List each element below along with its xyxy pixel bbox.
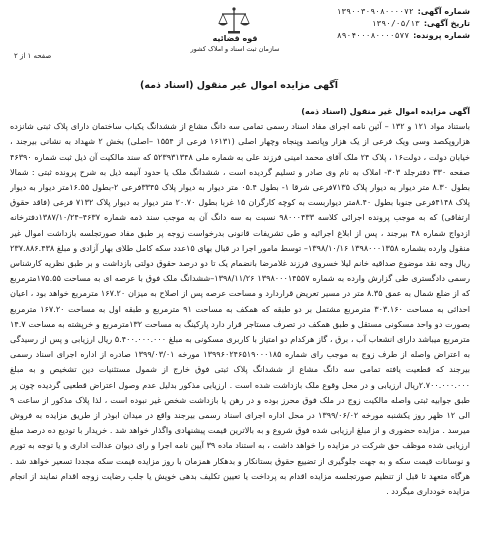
organization-name: قوه قضائیه [212, 34, 258, 43]
notice-date-row [260, 18, 470, 30]
organization-subtitle: سازمان ثبت اسناد و املاک کشور [190, 45, 280, 53]
notice-body [10, 104, 470, 540]
notice-body-text: باستناد مواد ۱۲۱ و ۱۳۲ – آئین نامه اجرای مفاد اسناد رسمی تمامی سه دانگ مشاع از ششدانگ یکباب ساختمان دارای پلاک ثبتی شانزده هزاروپکصد وسی ویک فرعی از یک هزار وپانصد وپنجاه وچهار اصلی (۱۶۱۳۱ فرعی از ۱۵۵۴ –اصلی) بخش ۲ شهداد به نشانی بیرجند ، خیابان دولت ، دولت۱۶ ، پلاک ۲۴ ملک آقای محمد امینی فرزند علی به شماره ملی ۵۲۳۹۳۱۳۴۸ که سند مالکیت آن ذیل ثبت شماره ۴۶۳۹۰ صفحه ۳۳۰ دفترجلد ۳۰۳- املاک به نام وی صادر و تسلیم گردیده است ، ششدانگ ملک یا حدود آنیمه ذیل به شرح پرونده ثبتی : شمالا بطول ۸.۳۰ متر دیوار به دیوار پلاک ۷۱۳۵فرعی شرقا ۱- بطول ۰۵.۴ متر دیوار به دیوار پلاک ۳۳۴۵فرعی ۲-بطول ۱۶.۵۵متر دیوار به دیوار پلاک ۴۱۴۸فرعی جنوبا بطول ۸.۴۰متر دیواربست به کوچه کارگران ۱۵ غربا بطول ۲۰.۷۰ متر دیوار به دیوار پلاک ۷۱۳۲ فرعی (فاقد حقوق ارتفاقی) که به موجب پرونده اجرائی کلاسه ۹۸۰۰۰۴۳۳ نسبت به سه دانگ آن به موجب سند ذمه شماره ۴۶۳۷–۱۳۸۷/۱۰/۲۴دفترخانه ازدواج شماره ۴۸ بیرجند ، پس از ابلاغ اجرائیه و طی تشریفات قانونی بدرخواست زوجه پر طبق مفاد صورتجلسه بازداشت اموال غیر منقول وارده بشماره ۱۳۹۸۰۰۰۱۳۵۸ ۱۳۹۸/۱۰/۱۶– توسط مامور اجرا در قبال بهای ۱۵عدد سکه کامل طلای بهار آزادی و مبلغ ۲۳۷.۸۸۶.۴۳۸ ریال وجه نقد موضوع صداقیه خانم لیلا خسروی فرزند غلامرضا بانضمام یک تا دو درصد حقوق دولتی بازداشت و بر طبق نظریه کارشناس رسمی دادگستری طی گزارش وارده به شماره ۱۳۹۸۰۰۰۱۴۵۵۷ ۱۳۹۸/۱۱/۲۶–ششدانگ ملک فوق با عرصه ای به مساحت ۱۷۵.۵۵مترمربع که از ضلع شمال به عمق ۸.۳۵ متر در مسیر تعریض قراردارد و مساحت عرصه پس از اصلاح به میزان ۱۶۷.۲۰ مترمربع خواهد بود ، اعیان احداثی به مساحت ۳۰۳.۱۶۰ مترمربع مشتمل بر دو طبقه که همکف به مساحت ۹۱ مترمربع و طبقه اول به مساحت ۱۶۷.۲۰ مترمربع بصورت دو واحد مسکونی مستقل و طبق همکف در تصرف مستاجر قرار دارد پارکینگ به مساحت ۱۳۲مترمربع و خرپشته به مساحت ۱۴.۷ مترمربع میباشد دارای انشعاب آب ، برق ، گاز هرکدام دو امتیاز با کاربری مسکونی به مبلغ ۵.۴۰۰.۰۰۰.۰۰۰ ریال ارزیابی و پس از رسیدگی به اعتراض واصله از طرف زوج به موجب رای شماره ۱۳۹۹۶۰۲۴۶۵۱۹۰۰۰۱۸۵ مورخه ۱۳۹۹/۰۳/۰۱ صادره از اداره اجرای اسناد رسمی بیرجند که قطعیت یافته تمامی سه دانگ مشاع از ششدانگ پلاک ثبتی فوق خارج از شمول مستثنیات دین تشخیص و به مبلغ ۲.۷۰۰.۰۰۰.۰۰۰ریال ارزیابی و در محل وقوع ملک بازداشت شده است . ارزیابی مذکور بدلیل عدم وصول اعتراض قطعیی گردیده چون پر طبق جوابیه ثبتی واصله مالکیت زوج در ملک فوق محرز بوده و در رهن یا بازداشت شخص غیر نبوده است ، لذا پلاک مذکور از ساعت ۹ الی ۱۲ ظهر روز یکشنبه مورخه ۱۳۹۹/۰۶/۰۲ در محل اداره اجرای اسناد رسمی بیرجند واقع در میدان ابوذر از طریق مزایده به فروش میرسد . مزایده حضوری و از مبلغ ارزیابی شده فوق شروع و به بالاترین قیمت پیشنهادی واگذار خواهد شد . خریدار با تودیع ده درصد مبلغ ارزیابی شده موظف حق شرکت در مزایده را خواهد داشت ، به استناد ماده ۳۹ آیین نامه اجرا و رای دیوان عدالت اداری و یا توجه به تورم و نوسانات قیمت سکه و به جهت جلوگیری از تضییع حقوق بستانکار و بدهکار همزمان با روز مزایده قیمت سکه مجددا تسعیر خواهد شد . هرگاه متعهد تا قبل از تنظیم صورتجلسه مزایده اقدام به پرداخت یا تعیین تکلیف بدهی خویش یا جلب رضایت زوجه اقدام نمایند از انجام مزایده خودداری میگردد . [10, 121, 470, 497]
notice-date: ۱۳۹۰/۰۵/۱۳ [371, 19, 420, 28]
notice-number-row [260, 6, 470, 18]
notice-subtitle: آگهی مزایده اموال غیر منقول (اسناد ذمه) [301, 106, 470, 116]
notice-number: ۱۳۹۰۰۳۰۹۰۸۰۰۰۰۷۲ [336, 7, 414, 16]
notice-title: آگهی مزایده اموال غیر منقول (اسناد ذمه) [139, 80, 338, 91]
notice-date-label: تاریخ آگهی: [423, 19, 470, 28]
case-number: ۸۹۰۴۰۰۰۸۰۰۰۰۵۷۷ [336, 31, 410, 40]
notice-number-label: شماره آگهی: [417, 7, 470, 16]
case-number-label: شماره پرونده: [413, 31, 470, 40]
judiciary-emblem-icon [214, 6, 254, 36]
page-number: صفحه ۱ از ۲ [14, 52, 52, 60]
